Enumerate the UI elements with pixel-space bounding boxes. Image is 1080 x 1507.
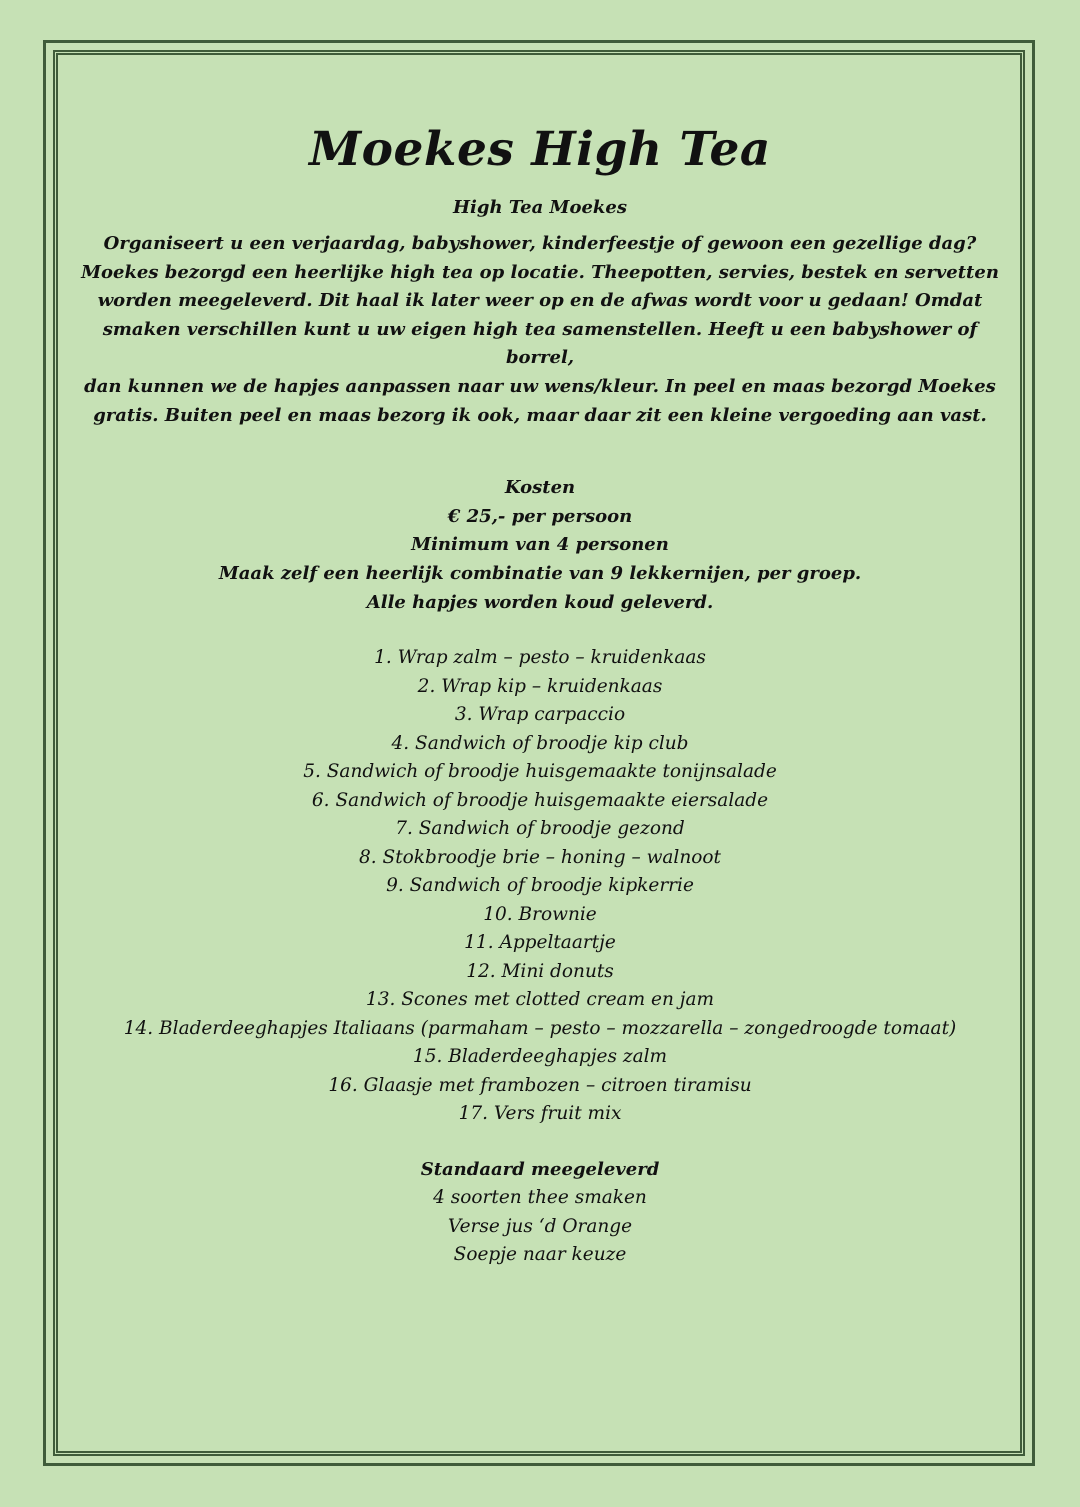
intro-line: smaken verschillen kunt u uw eigen high tea samenstellen. Heeft u een babyshower of borrel, [102,318,978,369]
minimum-persons: Minimum van 4 personen [411,534,669,556]
intro-paragraph [70,230,1010,430]
intro-line: gratis. Buiten peel en maas bezorg ik ook, maar daar zit een kleine vergoeding aan vast. [93,404,987,426]
standard-item: 4 soorten thee smaken [433,1187,647,1209]
price-per-person: € 25,- per persoon [447,505,633,527]
menu-item: 3. Wrap carpaccio [454,704,626,726]
menu-item: 10. Brownie [483,903,597,925]
intro-line: Moekes bezorgd een heerlijke high tea op locatie. Theepotten, servies, bestek en servetten [81,261,999,283]
document-content [70,118,1010,1270]
standard-item: Soepje naar keuze [453,1244,627,1266]
cold-delivery-note: Alle hapjes worden koud geleverd. [366,591,714,613]
menu-item: 1. Wrap zalm – pesto – kruidenkaas [374,647,706,669]
combination-note: Maak zelf een heerlijk combinatie van 9 lekkernijen, per groep. [218,562,862,584]
costs-section [70,474,1010,617]
intro-line: worden meegeleverd. Dit haal ik later weer op en de afwas wordt voor u gedaan! Omdat [97,290,983,312]
menu-item: 12. Mini donuts [466,960,614,982]
standard-heading: Standaard meegeleverd [420,1158,660,1180]
intro-line: dan kunnen we de hapjes aanpassen naar uw wens/kleur. In peel en maas bezorgd Moekes [84,375,996,397]
menu-item: 2. Wrap kip – kruidenkaas [417,675,663,697]
menu-item: 6. Sandwich of broodje huisgemaakte eiersalade [311,789,769,811]
menu-item: 7. Sandwich of broodje gezond [395,818,685,840]
standard-item: Verse jus ‘d Orange [447,1215,633,1237]
menu-list [70,644,1010,1129]
menu-item: 16. Glaasje met frambozen – citroen tiramisu [328,1074,752,1096]
standard-section [70,1156,1010,1270]
menu-item: 17. Vers fruit mix [458,1103,622,1125]
menu-item: 9. Sandwich of broodje kipkerrie [386,875,694,897]
menu-item: 4. Sandwich of broodje kip club [391,732,689,754]
page-subtitle: High Tea Moekes [453,197,627,218]
menu-item: 11. Appeltaartje [464,932,616,954]
menu-item: 13. Scones met clotted cream en jam [365,989,715,1011]
costs-heading: Kosten [504,477,576,499]
menu-item: 5. Sandwich of broodje huisgemaakte tonijnsalade [303,761,777,783]
menu-item: 15. Bladerdeeghapjes zalm [412,1046,668,1068]
intro-line: Organiseert u een verjaardag, babyshower, kinderfeestje of gewoon een gezellige dag? [103,233,977,254]
page-title: Moekes High Tea [309,122,771,177]
menu-item: 14. Bladerdeeghapjes Italiaans (parmaham – pesto – mozzarella – zongedroogde tomaat) [123,1017,957,1039]
menu-item: 8. Stokbroodje brie – honing – walnoot [359,846,721,868]
